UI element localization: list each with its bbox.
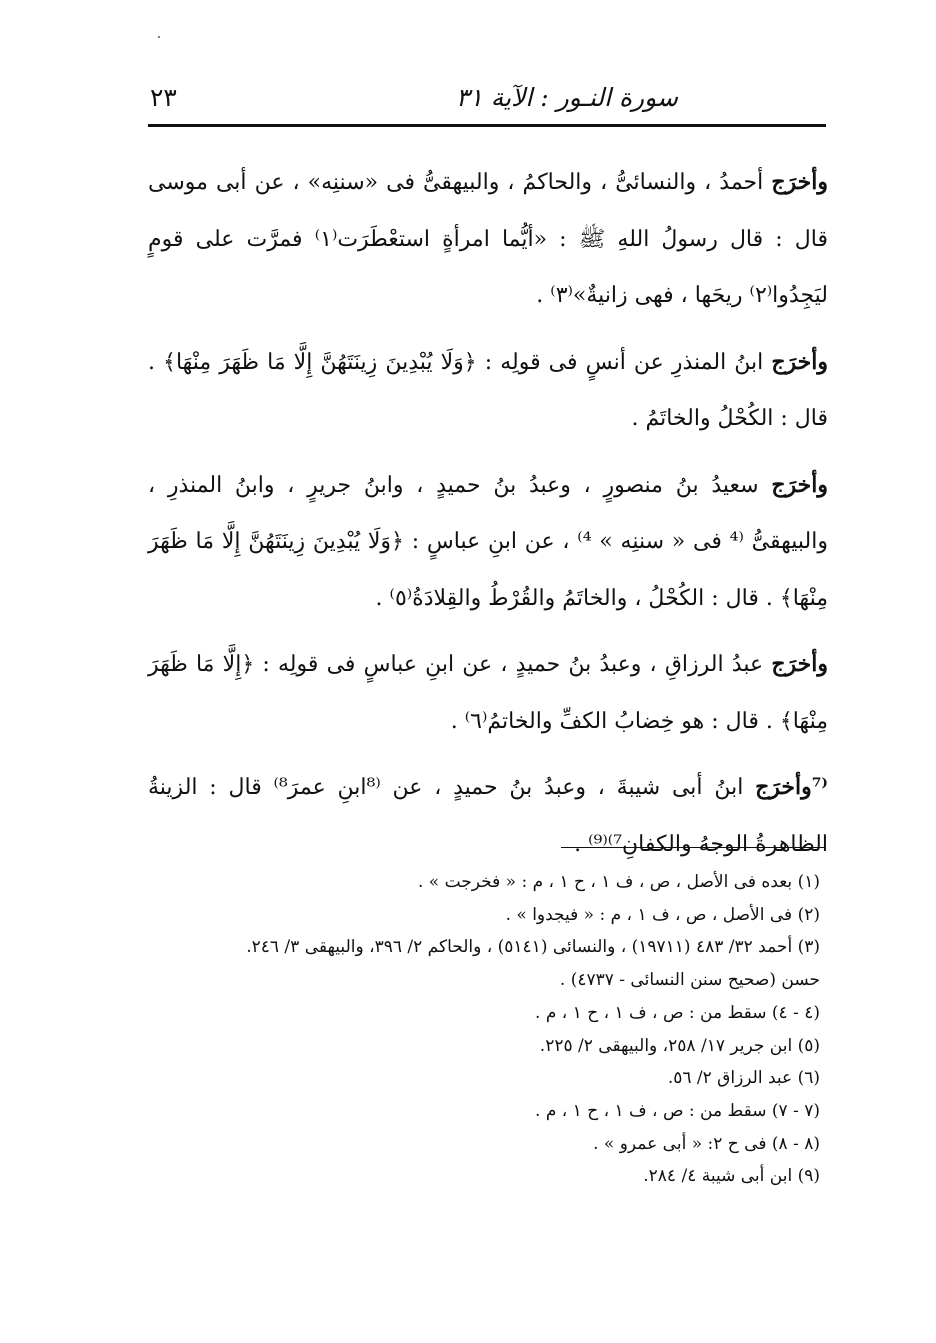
footnote: (٢) فى الأصل ، ص ، ف ١ ، م : « فيجدوا » . <box>505 904 820 925</box>
narration-paragraph <box>148 457 828 628</box>
narration-paragraph <box>148 154 828 325</box>
paragraph-lead: وأخرَج <box>771 348 828 375</box>
footnote: (١) بعده فى الأصل ، ص ، ف ١ ، ح ١ ، م : « فخرجت » . <box>417 872 820 892</box>
footnote: (٩) ابن أبى شيبة ٤/ ٢٨٤. <box>643 1166 820 1187</box>
footnote: (٨ - ٨) فى ح ٢: « أبى عمرو » . <box>593 1133 820 1154</box>
header-title: سورة النـور : الآية ٣١ <box>455 83 678 112</box>
paragraph-lead: وأخرَج <box>771 471 828 498</box>
paragraph-lead: وأخرَج <box>771 651 828 677</box>
header-rule <box>148 124 826 127</box>
paragraph-text: ابنُ المنذرِ عن أنسٍ فى قولِه : ﴿وَلَا يُبْدِينَ زِينَتَهُنَّ إِلَّا مَا ظَهَرَ مِنْهَا﴾ . قال : الكُحْلُ والخاتَمُ . <box>148 349 828 431</box>
main-text <box>148 154 828 873</box>
paragraph-text: أحمدُ ، والنسائىُّ ، والحاكمُ ، والبيهقىُّ فى «سننِه» ، عن أبى موسى قال : قال رسولُ اللهِ ﷺ : «أيُّما امرأةٍ استعْطَرَت⁽١⁾ فمرَّت على قومٍ ليَجِدُوا⁽٢⁾ ريحَها ، فهى زانيةٌ»⁽٣⁾ . <box>148 170 829 308</box>
page-number: ٢٣ <box>150 83 177 112</box>
footnote-continuation: حسن (صحيح سنن النسائى - ٤٧٣٧) . <box>559 970 820 991</box>
narration-paragraph <box>148 636 828 750</box>
running-header <box>148 78 826 122</box>
narration-paragraph <box>148 759 828 873</box>
paragraph-lead: وأخرَج <box>771 169 828 195</box>
paragraph-text: سعيدُ بنُ منصورٍ ، وعبدُ بنُ حميدٍ ، وابنُ جريرٍ ، وابنُ المنذرِ ، والبيهقىُّ ⁽⁴ فى « سننِه » ⁴⁾ ، عن ابنِ عباسٍ : ﴿وَلَا يُبْدِينَ زِينَتَهُنَّ إِلَّا مَا ظَهَرَ مِنْهَا﴾ . قال : الكُحْلُ ، والخاتَمُ والقُرْطُ والقِلادَةُ⁽٥⁾ . <box>148 472 828 611</box>
footnote: (٥) ابن جرير ١٧/ ٢٥٨، والبيهقى ٢/ ٢٢٥. <box>539 1035 820 1056</box>
footnotes <box>148 866 820 1193</box>
paragraph-lead: ⁽⁷وأخرَج <box>755 774 828 800</box>
footnote: (٧ - ٧) سقط من : ص ، ف ١ ، ح ١ ، م . <box>535 1100 820 1121</box>
paragraph-text: ابنُ أبى شيبةَ ، وعبدُ بنُ حميدٍ ، عن ⁽⁸ابنِ عمرَ⁸⁾ قال : الزينةُ الظاهرةُ الوجهُ والكفانِ⁷⁾⁽⁹⁾ . <box>148 775 828 857</box>
paragraph-text: عبدُ الرزاقِ ، وعبدُ بنُ حميدٍ ، عن ابنِ عباسٍ فى قولِه : ﴿إِلَّا مَا ظَهَرَ مِنْهَا﴾ . قال : هو خِضابُ الكفِّ والخاتمُ⁽٦⁾ . <box>148 652 828 734</box>
footnote: (٣) أحمد ٣٢/ ٤٨٣ (١٩٧١١) ، والنسائى (٥١٤١) ، والحاكم ٢/ ٣٩٦، والبيهقى ٣/ ٢٤٦. <box>246 937 820 958</box>
narration-paragraph <box>148 334 828 448</box>
ink-speck <box>158 36 160 38</box>
footnote-separator <box>561 847 826 848</box>
footnote: (٦) عبد الرزاق ٢/ ٥٦. <box>667 1068 820 1089</box>
footnote: (٤ - ٤) سقط من : ص ، ف ١ ، ح ١ ، م . <box>535 1002 820 1023</box>
